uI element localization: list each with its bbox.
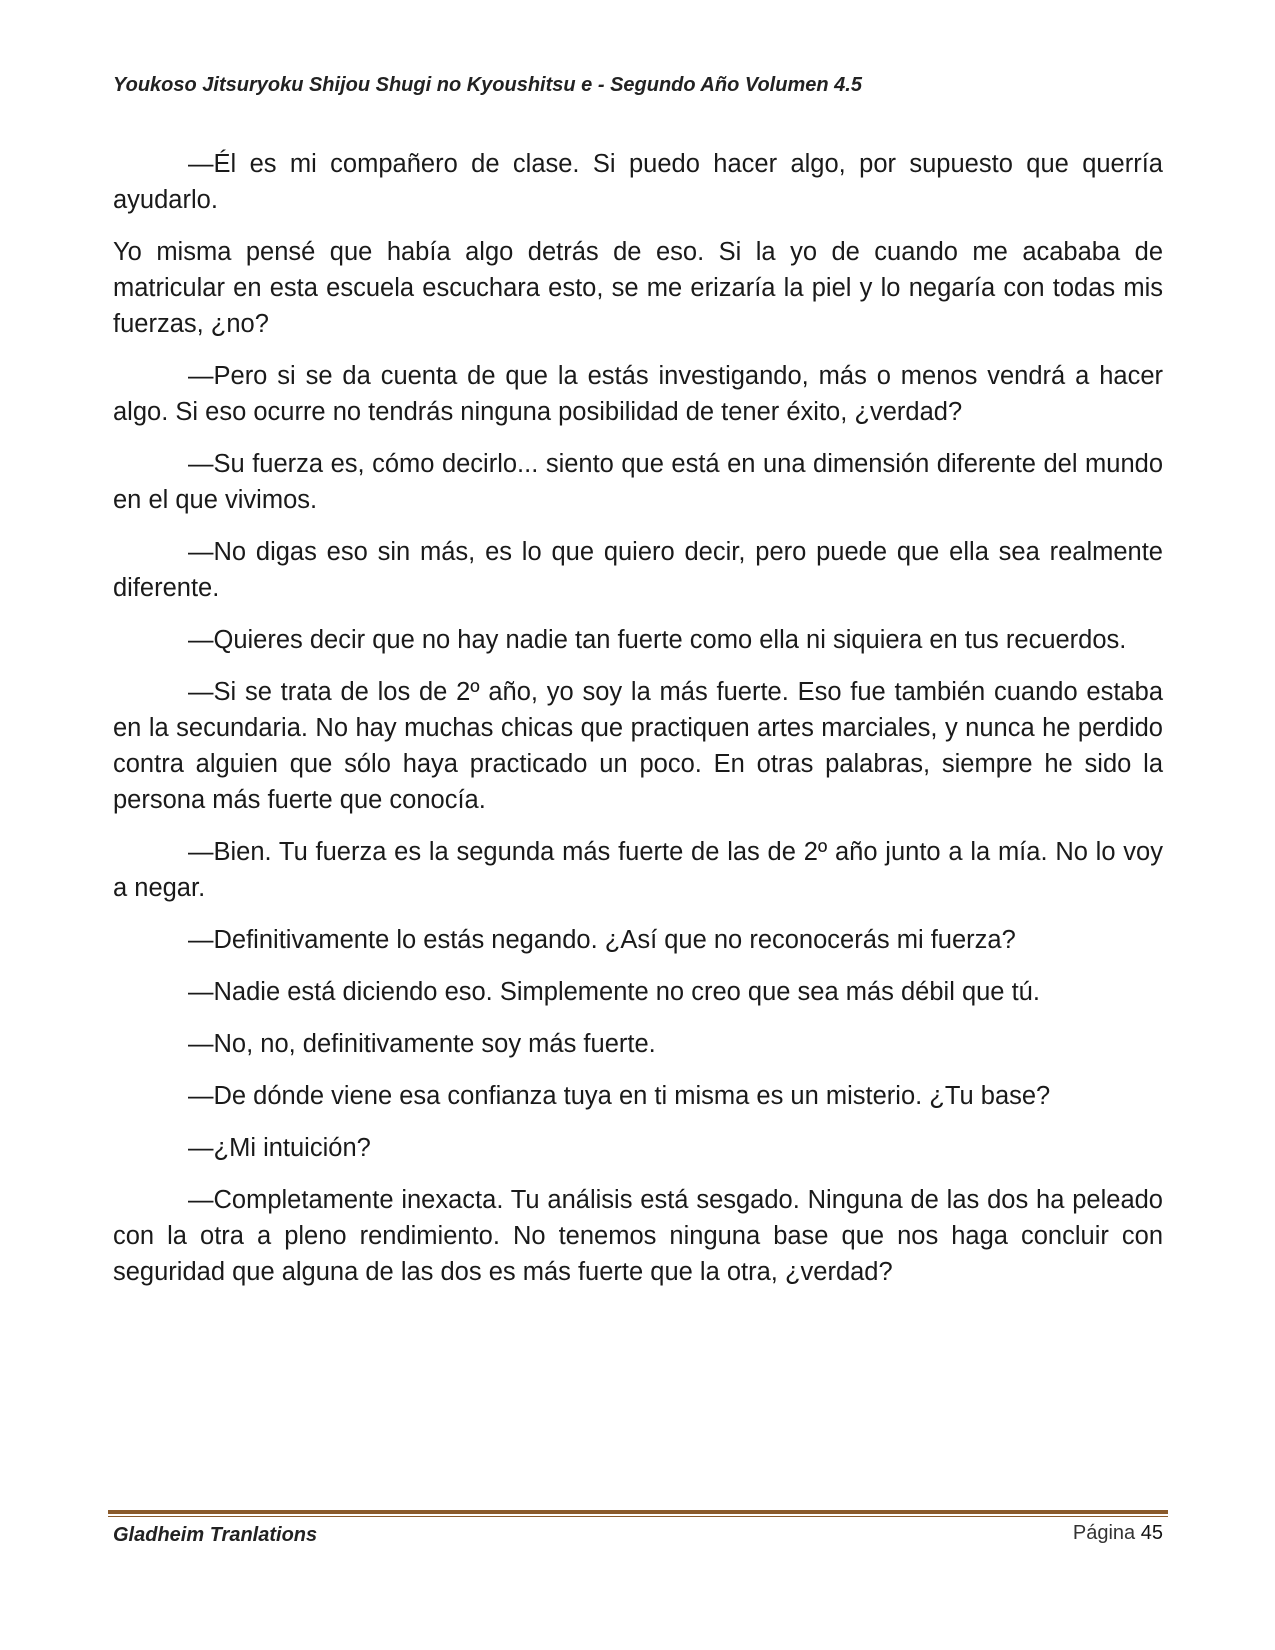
page-header-title: Youkoso Jitsuryoku Shijou Shugi no Kyoushitsu e - Segundo Año Volumen 4.5 (113, 74, 862, 96)
body-text (113, 146, 1163, 1306)
footer-divider (108, 1510, 1168, 1518)
paragraph: —No digas eso sin más, es lo que quiero decir, pero puede que ella sea realmente diferente. (113, 538, 1163, 602)
paragraph: —Completamente inexacta. Tu análisis está sesgado. Ninguna de las dos ha peleado con la otra a pleno rendimiento. No tenemos ninguna base que nos haga concluir con seguridad que alguna de las dos es más fuerte que la otra, ¿verdad? (113, 1186, 1163, 1286)
paragraph: —Si se trata de los de 2º año, yo soy la más fuerte. Eso fue también cuando estaba en la secundaria. No hay muchas chicas que practiquen artes marciales, y nunca he perdido contra alguien que sólo haya practicado un poco. En otras palabras, siempre he sido la persona más fuerte que conocía. (113, 678, 1163, 814)
paragraph: —Definitivamente lo estás negando. ¿Así que no reconocerás mi fuerza? (188, 926, 1016, 954)
footer-divider-thin (108, 1516, 1168, 1517)
paragraph: —Su fuerza es, cómo decirlo... siento que está en una dimensión diferente del mundo en el que vivimos. (113, 450, 1163, 514)
footer-divider-thick (108, 1510, 1168, 1514)
paragraph: —Él es mi compañero de clase. Si puedo hacer algo, por supuesto que querría ayudarlo. (113, 150, 1163, 214)
paragraph: —Bien. Tu fuerza es la segunda más fuerte de las de 2º año junto a la mía. No lo voy a negar. (113, 838, 1163, 902)
paragraph: —No, no, definitivamente soy más fuerte. (188, 1030, 656, 1058)
paragraph: Yo misma pensé que había algo detrás de eso. Si la yo de cuando me acababa de matricular en esta escuela escuchara esto, se me erizaría la piel y lo negaría con todas mis fuerzas, ¿no? (113, 238, 1163, 338)
paragraph: —Nadie está diciendo eso. Simplemente no creo que sea más débil que tú. (188, 978, 1040, 1006)
footer-credit: Gladheim Tranlations (113, 1524, 318, 1546)
paragraph: —De dónde viene esa confianza tuya en ti misma es un misterio. ¿Tu base? (188, 1082, 1051, 1110)
page-number-label (1073, 1522, 1163, 1545)
paragraph: —¿Mi intuición? (188, 1134, 371, 1162)
page-label: Página (1072, 1522, 1136, 1544)
page-number: 45 (1140, 1522, 1163, 1544)
paragraph: —Pero si se da cuenta de que la estás investigando, más o menos vendrá a hacer algo. Si eso ocurre no tendrás ninguna posibilidad de tener éxito, ¿verdad? (113, 362, 1163, 426)
paragraph: —Quieres decir que no hay nadie tan fuerte como ella ni siquiera en tus recuerdos. (188, 626, 1127, 654)
